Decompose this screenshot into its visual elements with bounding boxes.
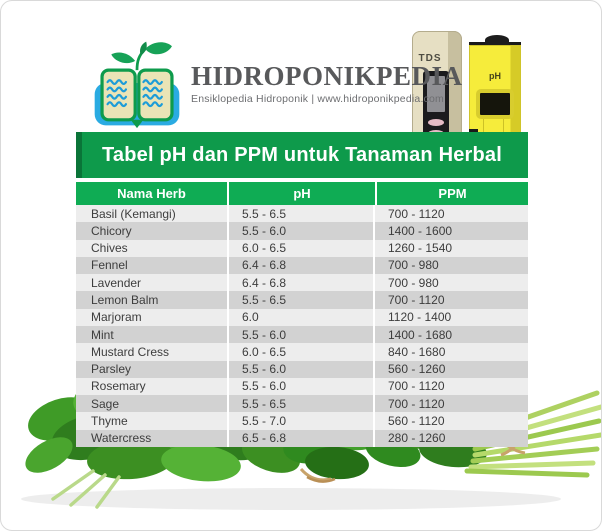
book-leaves-icon bbox=[91, 37, 183, 129]
table-row bbox=[76, 361, 528, 378]
cell-ph: 6.5 - 6.8 bbox=[227, 430, 373, 447]
table-row bbox=[76, 378, 528, 395]
cell-ppm: 700 - 1120 bbox=[373, 205, 528, 222]
cell-ppm: 700 - 1120 bbox=[373, 291, 528, 308]
header-nama-herb: Nama Herb bbox=[76, 182, 227, 205]
cell-name: Watercress bbox=[91, 431, 152, 446]
header-ppm: PPM bbox=[375, 182, 528, 205]
cell-ppm: 560 - 1260 bbox=[373, 361, 528, 378]
cell-ph: 6.4 - 6.8 bbox=[227, 274, 373, 291]
cell-ph: 5.5 - 6.0 bbox=[227, 378, 373, 395]
cell-ph: 6.0 - 6.5 bbox=[227, 343, 373, 360]
cell-ph: 6.0 - 6.5 bbox=[227, 240, 373, 257]
cell-ph: 5.5 - 6.5 bbox=[227, 395, 373, 412]
cell-name: Lavender bbox=[91, 275, 142, 290]
cell-ppm: 1400 - 1600 bbox=[373, 222, 528, 239]
table-row bbox=[76, 205, 528, 222]
table-row bbox=[76, 222, 528, 239]
table-row bbox=[76, 343, 528, 360]
ph-meter-label: pH bbox=[489, 71, 501, 81]
cell-name: Rosemary bbox=[91, 379, 146, 394]
banner-left-edge bbox=[76, 132, 82, 178]
brand-tagline: Ensiklopedia Hidroponik | www.hidroponikpedia.com bbox=[191, 93, 444, 105]
herb-table-body bbox=[76, 205, 528, 447]
hidroponikpedia-logo bbox=[91, 37, 183, 129]
cell-ph: 5.5 - 6.5 bbox=[227, 205, 373, 222]
cell-ph: 6.0 bbox=[227, 309, 373, 326]
title-banner bbox=[76, 132, 528, 178]
cell-name: Fennel bbox=[91, 258, 128, 273]
ph-meter-cap bbox=[485, 35, 509, 45]
table-row bbox=[76, 395, 528, 412]
cell-ph: 5.5 - 6.0 bbox=[227, 222, 373, 239]
table-row bbox=[76, 274, 528, 291]
cell-ppm: 700 - 1120 bbox=[373, 395, 528, 412]
cell-name: Chicory bbox=[91, 223, 132, 238]
table-row bbox=[76, 430, 528, 447]
cell-name: Lemon Balm bbox=[91, 293, 159, 308]
table-row bbox=[76, 412, 528, 429]
cell-ppm: 1400 - 1680 bbox=[373, 326, 528, 343]
table-row bbox=[76, 291, 528, 308]
page-title: Tabel pH dan PPM untuk Tanaman Herbal bbox=[101, 143, 503, 166]
cell-ppm: 700 - 1120 bbox=[373, 378, 528, 395]
table-row bbox=[76, 240, 528, 257]
cell-name: Mint bbox=[91, 327, 114, 342]
ph-meter-illustration bbox=[469, 42, 521, 144]
herb-table-header bbox=[76, 182, 528, 205]
brand-name: HIDROPONIKPEDIA bbox=[191, 61, 463, 91]
table-row bbox=[76, 257, 528, 274]
table-row bbox=[76, 309, 528, 326]
cell-ppm: 840 - 1680 bbox=[373, 343, 528, 360]
cell-ph: 5.5 - 6.0 bbox=[227, 361, 373, 378]
ph-meter-screen bbox=[476, 89, 514, 119]
cell-ppm: 700 - 980 bbox=[373, 274, 528, 291]
cell-name: Sage bbox=[91, 396, 120, 411]
cell-ppm: 1120 - 1400 bbox=[373, 309, 528, 326]
cell-ppm: 560 - 1120 bbox=[373, 412, 528, 429]
cell-ph: 5.5 - 6.0 bbox=[227, 326, 373, 343]
table-row bbox=[76, 326, 528, 343]
cell-ppm: 280 - 1260 bbox=[373, 430, 528, 447]
cell-name: Marjoram bbox=[91, 310, 142, 325]
cell-name: Mustard Cress bbox=[91, 344, 170, 359]
cell-ppm: 1260 - 1540 bbox=[373, 240, 528, 257]
tds-meter-label: TDS bbox=[418, 53, 442, 64]
cell-name: Thyme bbox=[91, 414, 128, 429]
brand-block bbox=[191, 63, 463, 105]
cell-ph: 5.5 - 7.0 bbox=[227, 412, 373, 429]
cell-ph: 5.5 - 6.5 bbox=[227, 291, 373, 308]
tds-meter-button bbox=[428, 119, 444, 126]
cell-name: Chives bbox=[91, 241, 128, 256]
cell-ph: 6.4 - 6.8 bbox=[227, 257, 373, 274]
cell-ppm: 700 - 980 bbox=[373, 257, 528, 274]
header-ph: pH bbox=[227, 182, 375, 205]
cell-name: Parsley bbox=[91, 362, 132, 377]
cell-name: Basil (Kemangi) bbox=[91, 206, 176, 221]
